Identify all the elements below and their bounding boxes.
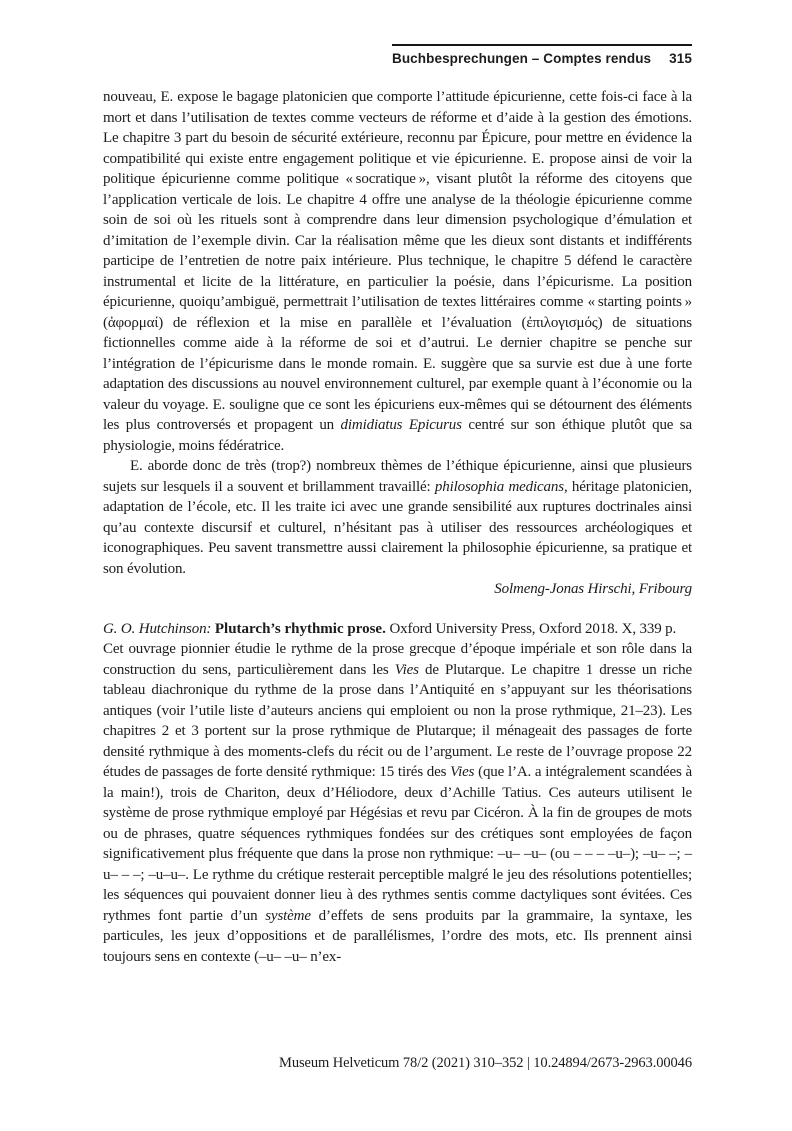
review1-closing-paragraph: E. aborde donc de très (trop?) nombreux thèmes de l’éthique épicurienne, ainsi que plusieurs sujets sur lesquels il a souvent et brillamment travaillé: philosophia medicans, héritage platonicien, adaptation de l’école, etc. Il les traite ici avec une grande sensibilité aux ruptures doctrinales ainsi qu’au contexte discursif et culturel, n’hésitant pas à utiliser des ressources archéologiques et iconographiques. Peu savent transmettre aussi clairement la philosophie épicurienne, sa pratique et son évolution.	[103, 458, 693, 577]
review2-body-paragraph: Cet ouvrage pionnier étudie le rythme de la prose grecque d’époque impériale et son rôle dans la construction du sens, particulièrement dans les Vies de Plutarque. Le chapitre 1 dresse un riche tableau diachronique du rythme de la prose dans l’Antiquité en s’appuyant sur les théorisations antiques (voir l’utile liste d’auteurs anciens qui emploient ou non la prose rythmique, 21–23). Les chapitres 2 et 3 portent sur la prose rythmique de Plutarque; il ménageait des passages de forte densité rythmique à des moments-clefs du récit ou de l’argument. Le reste de l’ouvrage propose 22 études de passages de forte densité rythmique: 15 tirés des Vies (que l’A. a intégralement scandées à la main!), trois de Chariton, deux d’Héliodore, deux d’Achille Tatius. Ces auteurs utilisent le système de prose rythmique employé par Hégésias et revu par Cicéron. À la fin de groupes de mots ou de phrases, quatre séquences rythmiques fondées sur des crétiques sont employées de façon significativement plus fréquente que dans la prose non rythmique: –u– –u– (ou – – – –u–); –u– –; –u– – –; –u–u–. Le rythme du crétique resterait perceptible malgré le jeu des résolutions potentielles; les séquences qui pouvaient donner lieu à des rythmes sentis comme dactyliques sont évitées. Ces rythmes font partie d’un système d’effets de sens produits par la grammaire, la syntaxe, les particules, les jeux d’oppositions et de parallélismes, l’ordre des mots, etc. Ils prennent ainsi toujours sens en contexte (–u– –u– n’ex-	[103, 641, 692, 965]
review2-heading: G. O. Hutchinson: Plutarch’s rhythmic prose. Oxford University Press, Oxford 2018. X, 339 p.	[103, 620, 677, 637]
page-footer	[279, 1055, 692, 1072]
running-head	[392, 44, 692, 66]
reviewer-attribution: Solmeng-Jonas Hirschi, Fribourg	[494, 581, 692, 597]
page-number: 315	[669, 51, 692, 66]
running-head-title: Buchbesprechungen – Comptes rendus	[391, 51, 652, 66]
review1-continuation-paragraph: nouveau, E. expose le bagage platonicien que comporte l’attitude épicurienne, cette fois-ci face à la mort et dans l’utilisation de textes comme vecteurs de réforme et d’aide à la gestion des émotions. Le chapitre 3 part du besoin de sécurité extérieure, reconnu par Épicure, pour mettre en évidence la compatibilité qui existe entre engagement politique et vie épicurienne. E. propose ainsi de voir la politique épicurienne comme politique « socratique », visant plutôt la réforme des citoyens que l’application verticale de lois. Le chapitre 4 offre une analyse de la théologie épicurienne comme soin de soi où les rituels sont à comprendre dans leur dimension psychologique d’émulation et d’imitation de l’exemple divin. Car la réalisation même que les dieux sont distants et indifférents participe de l’entretien de notre paix intérieure. Plus technique, le chapitre 5 défend le caractère instrumental et licite de la littérature, en particulier la poésie, dans l’épicurisme. La position épicurienne, quoiqu’ambiguë, permettrait l’utilisation de textes littéraires comme « starting points » (ἀφορμαί) de réflexion et la mise en parallèle et l’évaluation (ἐπιλογισμός) de situations fictionnelles comme aide à la réforme de soi et d’autrui. Le dernier chapitre se penche sur l’intégration de l’épicurisme dans le monde romain. E. suggère que sa survie est due à une forte adaptation des discussions au nouvel environnement culturel, par exemple quant à l’économie ou la valeur du voyage. E. souligne que ce sont les épicuriens eux-mêmes qui se détournent des éléments les plus controversés et propagent un dimidiatus Epicurus centré sur son éthique plutôt que sa physiologie, moins fédératrice.	[103, 89, 693, 454]
journal-citation: Museum Helveticum 78/2 (2021) 310–352 | 10.24894/2673-2963.00046	[279, 1055, 692, 1071]
text-column	[103, 87, 692, 967]
